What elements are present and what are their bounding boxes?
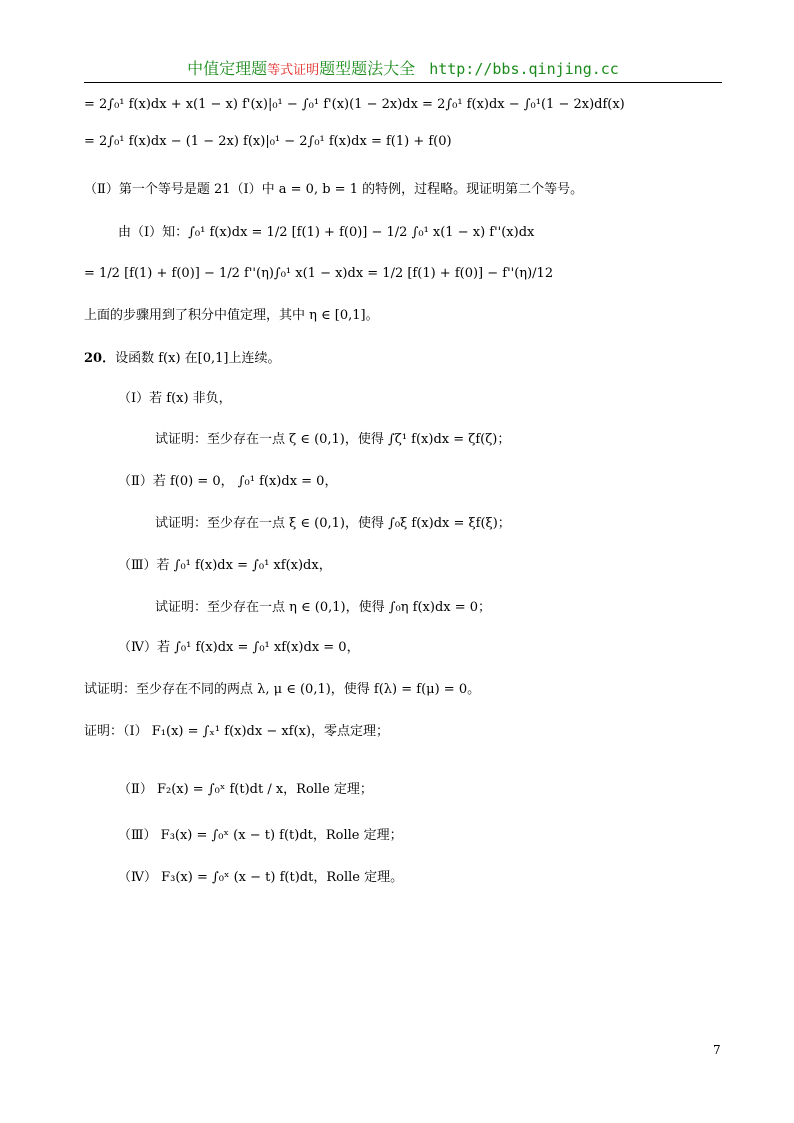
page-header: [84, 58, 722, 83]
derivation-line-2: = 1/2 [f(1) + f(0)] − 1/2 f''(η)∫₀¹ x(1 − x)dx = 1/2 [f(1) + f(0)] − f''(η)/12: [84, 266, 554, 281]
proof-1: 证明：（Ⅰ） F₁(x) = ∫ₓ¹ f(x)dx − xf(x)，零点定理；: [84, 724, 389, 739]
page-number: 7: [713, 1043, 721, 1057]
condition-1: （Ⅰ）若 f(x) 非负，: [118, 391, 232, 406]
derivation-line-1: 由（Ⅰ）知：∫₀¹ f(x)dx = 1/2 [f(1) + f(0)] − 1/2 ∫₀¹ x(1 − x) f''(x)dx: [118, 225, 535, 240]
claim-4: 试证明：至少存在不同的两点 λ, μ ∈ (0,1)，使得 f(λ) = f(μ) = 0。: [84, 682, 481, 697]
proof-3: （Ⅲ） F₃(x) = ∫₀ˣ (x − t) f(t)dt，Rolle 定理；: [118, 828, 403, 843]
claim-2: 试证明：至少存在一点 ξ ∈ (0,1)，使得 ∫₀ξ f(x)dx = ξf(ξ)；: [155, 516, 511, 531]
claim-3: 试证明：至少存在一点 η ∈ (0,1)，使得 ∫₀η f(x)dx = 0；: [155, 600, 492, 615]
condition-2: （Ⅱ）若 f(0) = 0， ∫₀¹ f(x)dx = 0，: [118, 474, 338, 489]
question-text: 设函数 f(x) 在[0,1]上连续。: [115, 351, 281, 366]
proof-4: （Ⅳ） F₃(x) = ∫₀ˣ (x − t) f(t)dt，Rolle 定理。: [118, 870, 404, 885]
header-title-red: 等式证明: [267, 63, 320, 78]
header-title-part2: 题型题法大全: [319, 59, 416, 78]
condition-4: （Ⅳ）若 ∫₀¹ f(x)dx = ∫₀¹ xf(x)dx = 0，: [118, 640, 360, 655]
proof-2: （Ⅱ） F₂(x) = ∫₀ˣ f(t)dt / x，Rolle 定理；: [118, 782, 373, 797]
equation-line-1: = 2∫₀¹ f(x)dx + x(1 − x) f'(x)|₀¹ − ∫₀¹ f'(x)(1 − 2x)dx = 2∫₀¹ f(x)dx − ∫₀¹(1 − 2x)df(x): [84, 97, 625, 112]
claim-1: 试证明：至少存在一点 ζ ∈ (0,1)，使得 ∫ζ¹ f(x)dx = ζf(ζ)；: [155, 432, 511, 447]
condition-3: （Ⅲ）若 ∫₀¹ f(x)dx = ∫₀¹ xf(x)dx，: [118, 558, 332, 573]
part-2-intro: （Ⅱ）第一个等号是题 21（Ⅰ）中 a = 0, b = 1 的特例，过程略。现证明第二个等号。: [84, 182, 584, 197]
header-url[interactable]: http://bbs.qinjing.cc: [429, 60, 619, 78]
equation-line-2: = 2∫₀¹ f(x)dx − (1 − 2x) f(x)|₀¹ − 2∫₀¹ f(x)dx = f(1) + f(0): [84, 134, 452, 149]
question-number: 20．: [84, 351, 116, 366]
question-20: [84, 347, 280, 366]
header-title-part1: 中值定理题: [187, 59, 268, 78]
mean-value-note: 上面的步骤用到了积分中值定理，其中 η ∈ [0,1]。: [84, 308, 379, 323]
